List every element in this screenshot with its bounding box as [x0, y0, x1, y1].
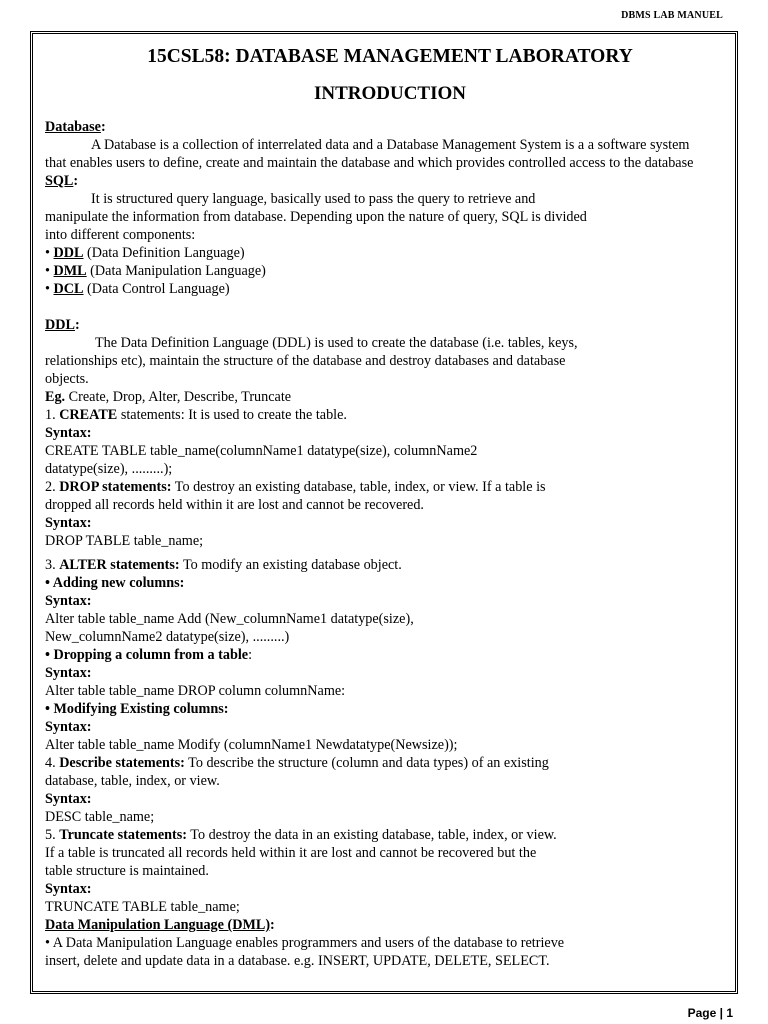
dml-heading-text: Data Manipulation Language (DML) [45, 917, 271, 933]
sql-heading-text: SQL [45, 173, 74, 189]
sql-paragraph-line: into different components: [45, 227, 196, 243]
ddl-heading: DDL: [45, 317, 80, 333]
dml-heading: Data Manipulation Language (DML): [45, 917, 275, 933]
sql-component-item: • DML (Data Manipulation Language) [45, 263, 266, 279]
sql-component-item: • DDL (Data Definition Language) [45, 245, 245, 261]
document-body [45, 45, 735, 970]
describe-statement: 4. Describe statements: To describe the structure (column and data types) of an existing [45, 755, 549, 771]
syntax-label: Syntax: [45, 515, 92, 531]
syntax-label: Syntax: [45, 593, 92, 609]
alter-drop-syntax: Alter table table_name DROP column columnName: [45, 683, 346, 699]
document-title: 15CSL58: DATABASE MANAGEMENT LABORATORY [147, 46, 633, 67]
ddl-example: Eg. Create, Drop, Alter, Describe, Truncate [45, 389, 292, 405]
drop-statement-line: dropped all records held within it are lost and cannot be recovered. [45, 497, 424, 513]
truncate-statement: 5. Truncate statements: To destroy the data in an existing database, table, index, or view. [45, 827, 557, 843]
create-statement: 1. CREATE statements: It is used to create the table. [45, 407, 347, 423]
ddl-paragraph-line: The Data Definition Language (DDL) is used to create the database (i.e. tables, keys, [95, 335, 578, 351]
alter-statement: 3. ALTER statements: To modify an existing database object. [45, 557, 402, 573]
syntax-label: Syntax: [45, 719, 92, 735]
syntax-label: Syntax: [45, 425, 92, 441]
database-paragraph-line: A Database is a collection of interrelated data and a Database Management System is a a software system [91, 137, 690, 153]
spacer [45, 298, 735, 316]
truncate-statement-line: If a table is truncated all records held within it are lost and cannot be recovered but the [45, 845, 537, 861]
create-syntax: CREATE TABLE table_name(columnName1 datatype(size), columnName2 [45, 443, 478, 459]
page-number: Page | 1 [687, 1006, 733, 1020]
running-header: DBMS LAB MANUEL [621, 10, 723, 21]
truncate-syntax: TRUNCATE TABLE table_name; [45, 899, 240, 915]
truncate-statement-line: table structure is maintained. [45, 863, 209, 879]
drop-syntax: DROP TABLE table_name; [45, 533, 204, 549]
alter-add-syntax: New_columnName2 datatype(size), .........) [45, 629, 290, 645]
sql-paragraph-line: manipulate the information from database. Depending upon the nature of query, SQL is divided [45, 209, 587, 225]
alter-modify-syntax: Alter table table_name Modify (columnName1 Newdatatype(Newsize)); [45, 737, 458, 753]
create-syntax: datatype(size), .........); [45, 461, 173, 477]
ddl-heading-text: DDL [45, 317, 75, 333]
alter-add-heading: • Adding new columns: [45, 575, 185, 591]
describe-syntax: DESC table_name; [45, 809, 155, 825]
syntax-label: Syntax: [45, 791, 92, 807]
sql-component-item: • DCL (Data Control Language) [45, 281, 230, 297]
database-paragraph-line: that enables users to define, create and maintain the database and which provides controlled access to the database [45, 155, 694, 171]
database-heading-text: Database [45, 119, 101, 135]
sql-heading: SQL: [45, 173, 79, 189]
drop-statement: 2. DROP statements: To destroy an existing database, table, index, or view. If a table is [45, 479, 546, 495]
alter-modify-heading: • Modifying Existing columns: [45, 701, 229, 717]
syntax-label: Syntax: [45, 881, 92, 897]
alter-add-syntax: Alter table table_name Add (New_columnName1 datatype(size), [45, 611, 414, 627]
syntax-label: Syntax: [45, 665, 92, 681]
dml-paragraph-line: • A Data Manipulation Language enables programmers and users of the database to retrieve [45, 935, 565, 951]
sql-paragraph-line: It is structured query language, basically used to pass the query to retrieve and [91, 191, 536, 207]
ddl-paragraph-line: objects. [45, 371, 89, 387]
dml-paragraph-line: insert, delete and update data in a database. e.g. INSERT, UPDATE, DELETE, SELECT. [45, 953, 550, 969]
section-title: INTRODUCTION [313, 83, 467, 104]
alter-drop-heading: • Dropping a column from a table: [45, 647, 253, 663]
ddl-paragraph-line: relationships etc), maintain the structure of the database and destroy databases and database [45, 353, 566, 369]
describe-statement-line: database, table, index, or view. [45, 773, 220, 789]
database-heading: Database: [45, 119, 106, 135]
